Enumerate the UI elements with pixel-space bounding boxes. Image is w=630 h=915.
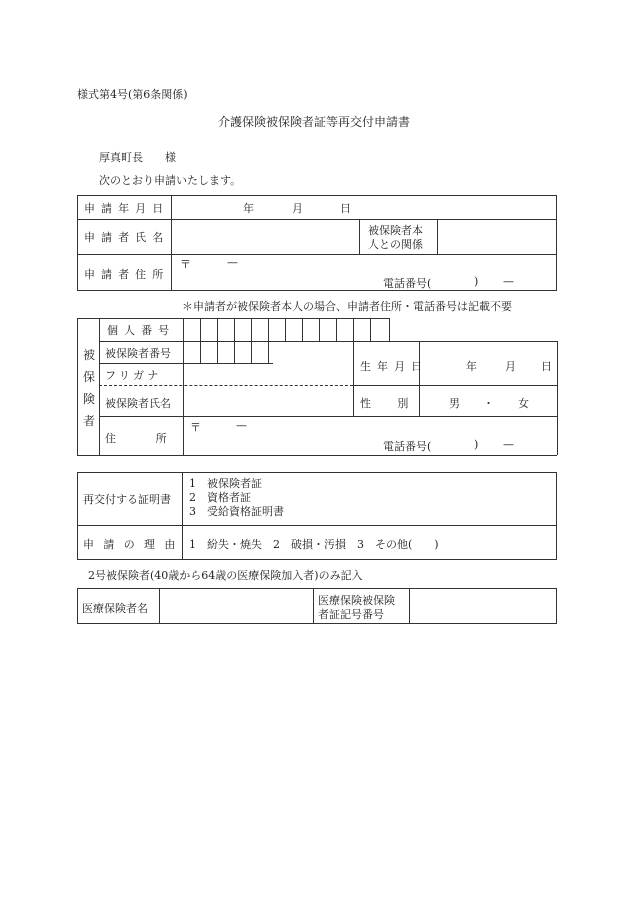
medical-number-field[interactable]	[411, 590, 555, 622]
birthdate-label: 生年月日	[360, 360, 429, 373]
sex-female-option[interactable]: 女	[518, 397, 529, 410]
birth-year-label: 年	[466, 360, 477, 373]
addressee: 厚真町長 様	[99, 151, 176, 164]
application-date-field[interactable]	[178, 197, 356, 217]
applicant-name-label: 申請者氏名	[84, 231, 170, 244]
applicant-phone-close: )	[474, 275, 479, 288]
relation-label-line2: 人との関係	[368, 238, 423, 251]
applicant-postal-dash: —	[227, 256, 238, 269]
individual-number-field[interactable]	[185, 320, 387, 339]
certificate-option[interactable]: 1 被保険者証	[189, 477, 262, 490]
certificate-option[interactable]: 2 資格者証	[189, 491, 251, 504]
insured-phone-label: 電話番号(	[383, 440, 432, 453]
section2-note: 2号被保険者(40歳から64歳の医療保険加入者)のみ記入	[88, 569, 363, 582]
sex-label: 性別	[360, 397, 435, 410]
application-year-label: 年	[243, 202, 254, 215]
reason-options[interactable]: 1 紛失・焼失 2 破損・汚損 3 その他( )	[189, 538, 439, 551]
insured-phone-dash: —	[503, 438, 514, 451]
insured-postal-mark: 〒	[190, 421, 201, 434]
insured-side-label: 被 保 険 者	[83, 348, 96, 428]
insured-address-label: 住所	[105, 432, 207, 445]
reason-label: 申請の理由	[83, 538, 185, 551]
insured-address-field[interactable]	[185, 418, 555, 453]
reissue-certificate-label: 再交付する証明書	[83, 493, 171, 506]
applicant-postal-mark: 〒	[180, 258, 191, 271]
medical-insurer-field[interactable]	[161, 590, 311, 622]
birth-month-label: 月	[505, 360, 516, 373]
applicant-phone-label: 電話番号(	[383, 277, 432, 290]
application-month-label: 月	[292, 202, 303, 215]
insured-name-label: 被保険者氏名	[105, 397, 171, 410]
intro-text: 次のとおり申請いたします。	[99, 174, 242, 187]
furigana-label: フリガナ	[105, 369, 162, 382]
applicant-name-field[interactable]	[174, 221, 356, 252]
form-number: 様式第4号(第6条関係)	[77, 88, 188, 101]
application-date-label: 申請年月日	[84, 202, 170, 215]
insured-phone-close: )	[474, 438, 479, 451]
sex-male-option[interactable]: 男	[449, 397, 460, 410]
medical-insurer-label: 医療保険者名	[82, 602, 148, 615]
insured-number-label: 被保険者番号	[105, 347, 171, 360]
applicant-phone-dash: —	[503, 275, 514, 288]
individual-number-label: 個人番号	[107, 324, 176, 337]
form-title: 介護保険被保険者証等再交付申請書	[218, 115, 411, 129]
insured-name-field[interactable]	[185, 387, 351, 414]
sex-separator: ・	[483, 397, 494, 410]
insured-number-field[interactable]	[185, 343, 271, 361]
birth-day-label: 日	[541, 360, 552, 373]
applicant-address-field[interactable]	[174, 256, 554, 289]
birthdate-field[interactable]	[421, 343, 555, 383]
relation-label-line1: 被保険者本	[368, 224, 423, 237]
applicant-note: ＊申請者が被保険者本人の場合、申請者住所・電話番号は記載不要	[182, 300, 512, 313]
furigana-field[interactable]	[185, 365, 351, 383]
relation-field[interactable]	[440, 221, 554, 252]
certificate-options	[189, 477, 284, 519]
medical-number-label-line2: 者証記号番号	[318, 608, 384, 621]
application-day-label: 日	[340, 202, 351, 215]
certificate-option[interactable]: 3 受給資格証明書	[189, 505, 284, 518]
medical-number-label-line1: 医療保険被保険	[318, 594, 395, 607]
applicant-address-label: 申請者住所	[84, 268, 170, 281]
insured-postal-dash: —	[236, 419, 247, 432]
